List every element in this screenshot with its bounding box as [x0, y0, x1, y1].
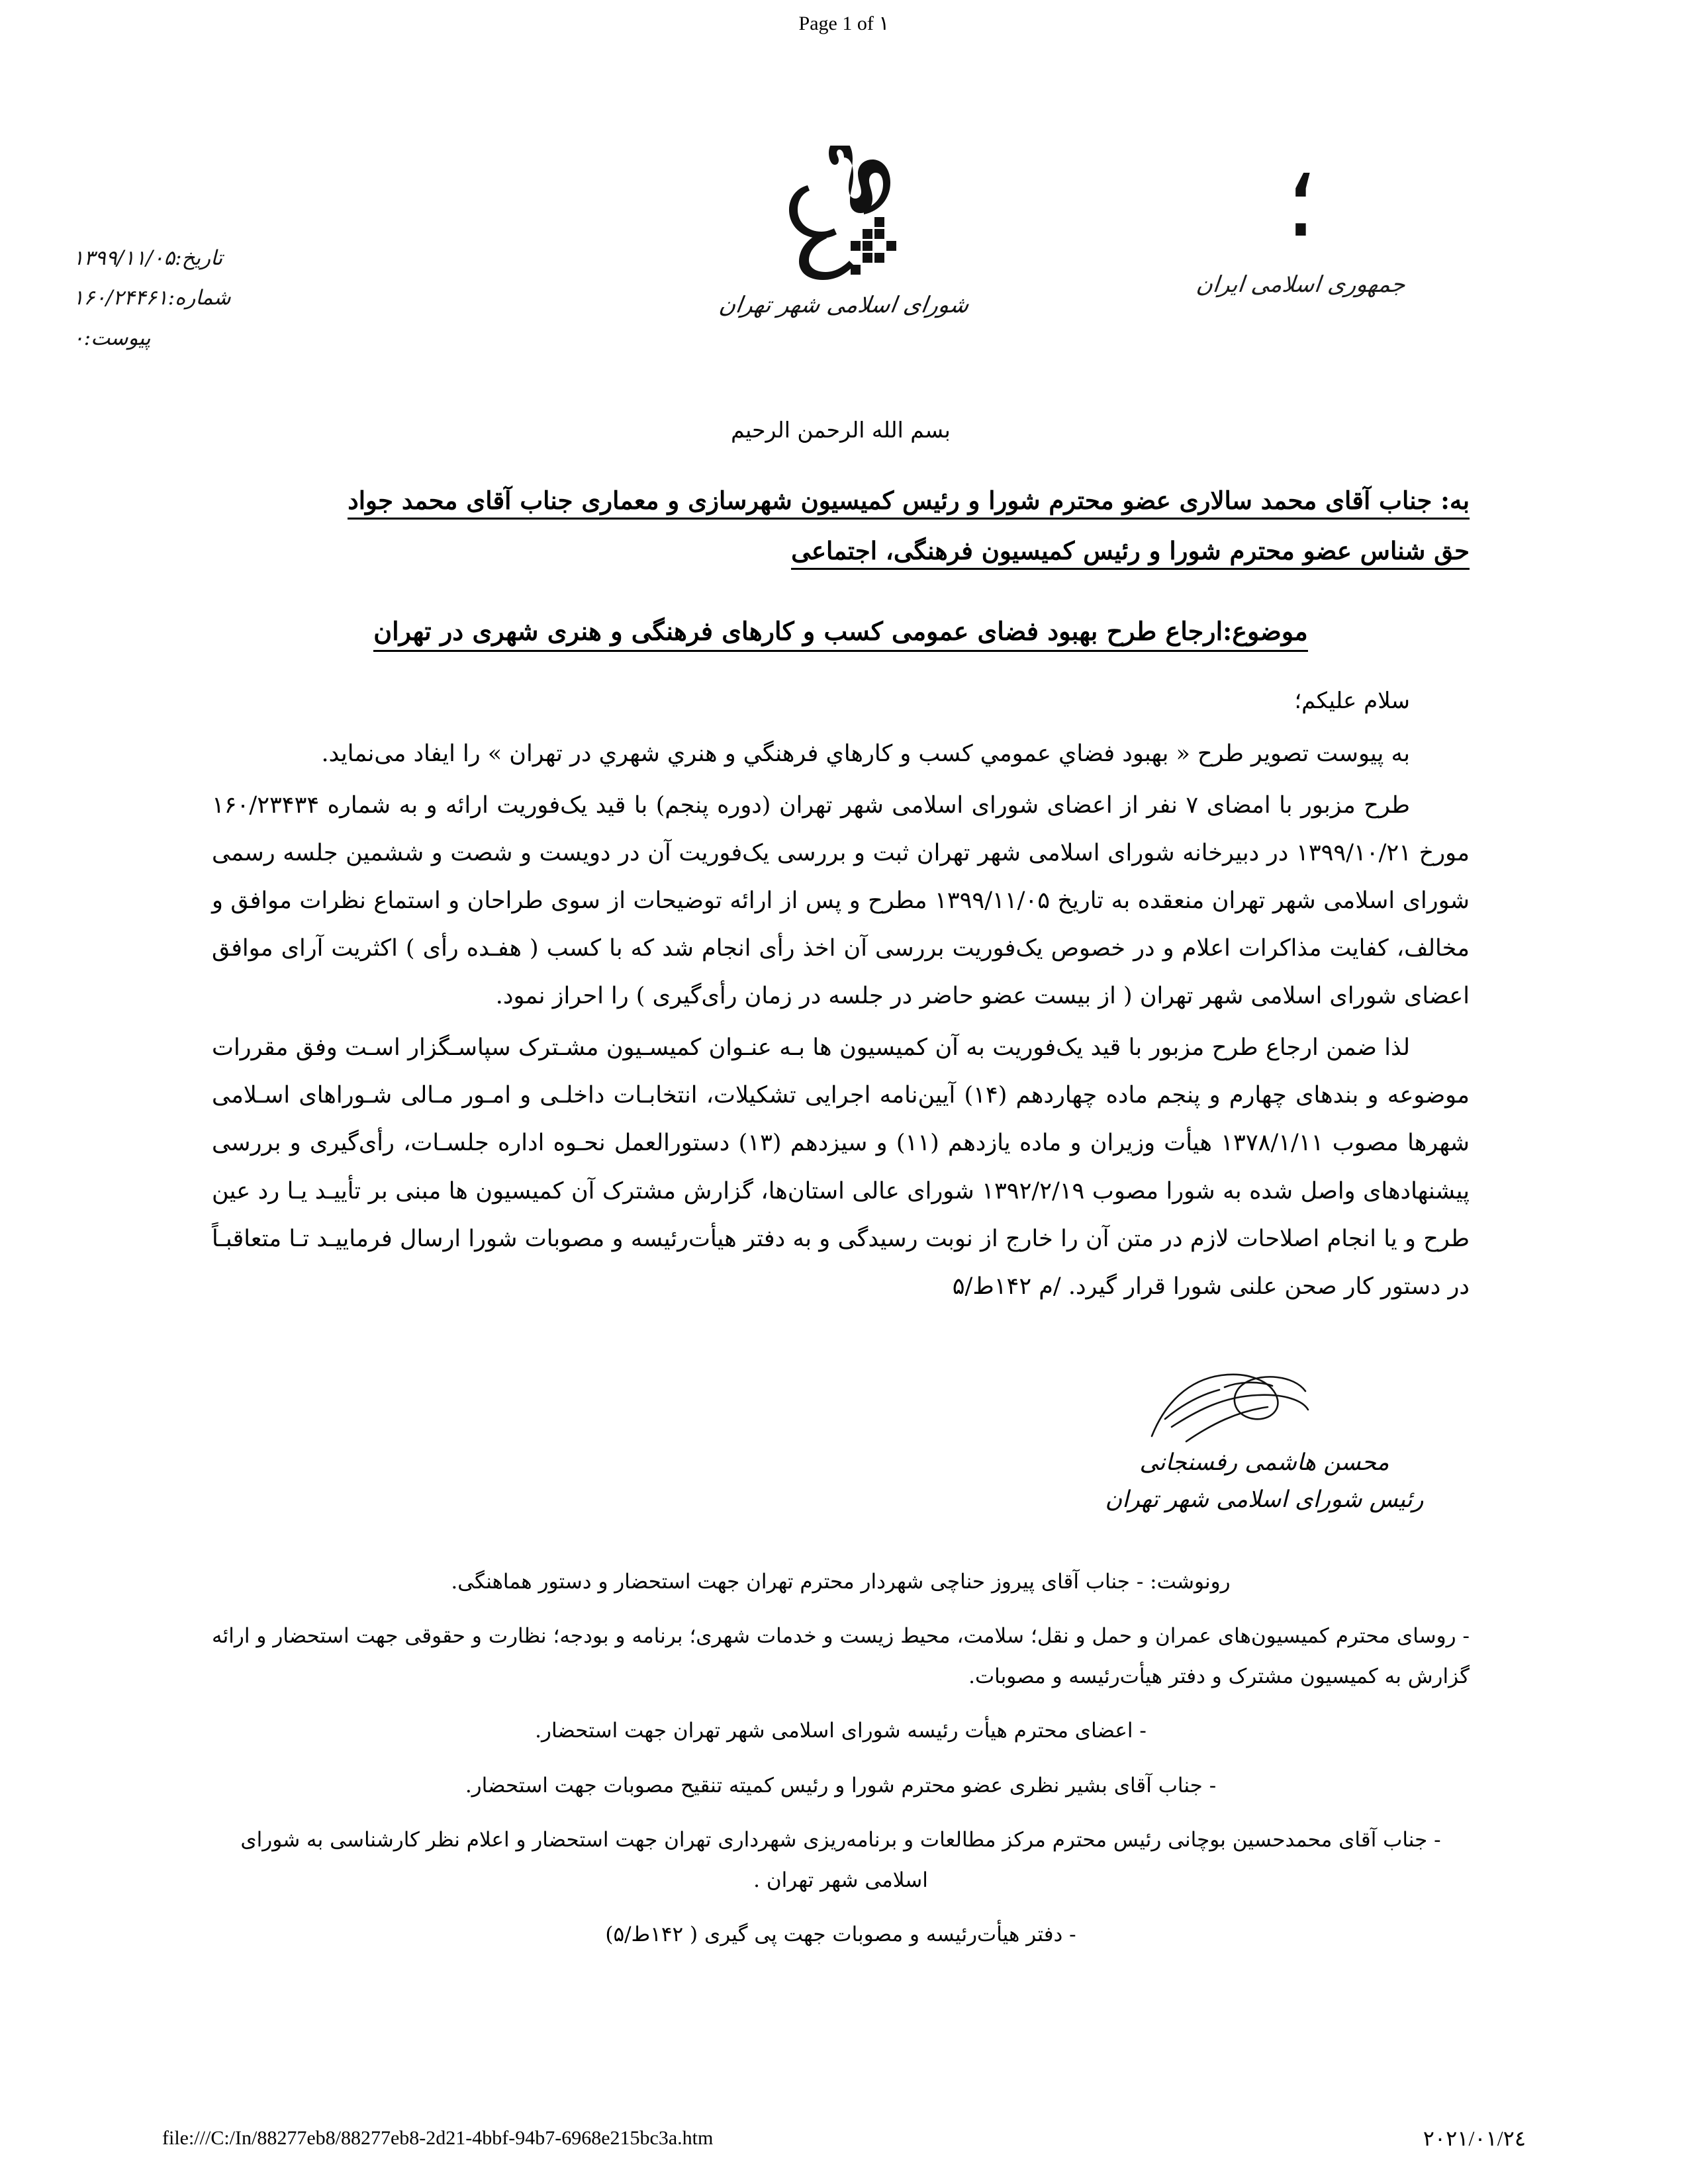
paragraph-2: طرح مزبور با امضای ۷ نفر از اعضای شورای اسلامی شهر تهران (دوره پنجم) با قید یک‌فوریت ارائه و به شماره ۱۶۰/۲۳۴۳۴ مورخ ۱۳۹۹/۱۰/۲۱ در دبیرخانه شورای اسلامی شهر تهران ثبت و بررسی یک‌فوریت آن در دویست و شصت و ششمین جلسه رسمی شورای اسلامی شهر تهران منعقده به تاریخ ۱۳۹۹/۱۱/۰۵ مطرح و پس از ارائه توضیحات از سوی طراحان و استماع نظرات موافق و مخالف، کفایت مذاکرات اعلام و در خصوص یک‌فوریت بررسی آن اخذ رأی انجام شد که با کسب ( هفـده رأی ) اکثریت آرای موافق اعضای شورای اسلامی شهر تهران ( از بیست عضو حاضر در جلسه در زمان رأی‌گیری ) را احراز نمود. — [212, 792, 1470, 1010]
tehran-city-council-logo — [672, 146, 1016, 318]
subject-line: موضوع:ارجاع طرح بهبود فضای عمومی کسب و کارهای فرهنگی و هنری شهری در تهران — [373, 616, 1308, 652]
carbon-copy-list — [212, 1562, 1470, 1970]
signatory-name: محسن هاشمی رفسنجانی — [1139, 1449, 1389, 1476]
letter-attachment: پیوست:۰ — [73, 326, 151, 350]
letter-date: تاریخ:۱۳۹۹/۱۱/۰۵ — [73, 246, 223, 270]
paragraph-1: به پیوست تصویر طرح « بهبود فضاي عمومي کسب و کارهاي فرهنگي و هنري شهري در تهران » را ایفاد می‌نماید. — [321, 740, 1410, 767]
subject-wrapper — [212, 599, 1470, 688]
letterhead — [0, 132, 1688, 410]
cc-item-5: - دفتر هیأت‌رئیسه و مصوبات جهت پی گیری ( ۱۴۲ط/۵) — [605, 1923, 1076, 1947]
letter-number: شماره:۱۶۰/۲۴۴۶۱ — [73, 286, 231, 310]
cc-item-1: - روسای محترم کمیسیون‌های عمران و حمل و نقل؛ سلامت، محیط زیست و خدمات شهری؛ برنامه و بودجه؛ نظارت و حقوقی جهت استحضار و ارائه گزارش به کمیسیون مشترک و دفتر هیأت‌رئیسه و مصوبات. — [212, 1624, 1470, 1688]
paragraph-3: لذا ضمن ارجاع طرح مزبور با قید یک‌فوریت به آن کمیسیون ها بـه عنـوان کمیسـیون مشـترک سپاسـگزار اسـت وفق مقررات موضوعه و بندهای چهارم و پنجم ماده چهاردهم (۱۴) آیین‌نامه اجرایی تشکیلات، انتخابـات داخلـی و امـور مـالی شـوراهای اسـلامی شهرها مصوب ۱۳۷۸/۱/۱۱ هیأت وزیران و ماده یازدهم (۱۱) و سیزدهم (۱۳) دستورالعمل نحـوه اداره جلسـات، رأی‌گیری و بررسی پیشنهادهای واصل شده به شورا مصوب ۱۳۹۲/۲/۱۹ شورای عالی استان‌ها، گزارش مشترک آن کمیسیون ها مبنی بر تأییـد یـا رد عین طرح و یا انجام اصلاحات لازم در متن آن را خارج از نوبت رسیدگی و به دفتر هیأت‌رئیسه و مصوبات شورا ارسال فرماییـد تـا متعاقبـاً در دستور کار صحن علنی شورا قرار گیرد. /م ۱۴۲ط/۵ — [212, 1034, 1470, 1300]
emblem-caption: جمهوری اسلامی ایران — [1195, 271, 1407, 298]
signatory-role: رئیس شورای اسلامی شهر تهران — [1105, 1486, 1424, 1513]
letter-body — [212, 417, 1470, 1314]
council-logo-caption: شورای اسلامی شهر تهران — [717, 292, 971, 318]
print-page-indicator: Page 1 of ١ — [798, 13, 890, 34]
council-logo-icon — [672, 146, 1016, 288]
cc-item-3: - جناب آقای بشیر نظری عضو محترم شورا و رئیس کمیته تنقیح مصوبات جهت استحضار. — [465, 1773, 1217, 1797]
basmala: بسم الله الرحمن الرحیم — [731, 417, 951, 443]
handwritten-signature — [1059, 1363, 1470, 1449]
print-footer-date: ٢٠٢١/٠١/٢٤ — [1423, 2126, 1526, 2150]
addressee-line-2: حق شناس عضو محترم شورا و رئیس کمیسیون فرهنگی، اجتماعی — [791, 536, 1470, 570]
cc-item-2: - اعضای محترم هیأت رئیسه شورای اسلامی شهر تهران جهت استحضار. — [535, 1719, 1147, 1743]
cc-item-4: - جناب آقای محمدحسین بوچانی رئیس محترم مرکز مطالعات و برنامه‌ریزی شهرداری تهران جهت استحضار و اعلام نظر کارشناسی به شورای اسلامی شهر تهران . — [240, 1828, 1441, 1892]
signature-block — [1059, 1363, 1470, 1513]
salutation: سلام علیکم؛ — [1294, 687, 1410, 714]
addressee-block — [212, 476, 1470, 576]
emblem-icon: ؛ — [1285, 144, 1317, 259]
iran-national-emblem — [1192, 144, 1410, 298]
cc-heading: رونوشت: - جناب آقای پیروز حناچی شهردار محترم تهران جهت استحضار و دستور هماهنگی. — [451, 1570, 1231, 1594]
addressee-line-1: به: جناب آقای محمد سالاری عضو محترم شورا و رئیس کمیسیون شهرسازی و معماری جناب آقای محمد جواد — [348, 486, 1470, 520]
letter-meta-block — [73, 238, 391, 358]
print-footer-url: file:///C:/In/88277eb8/88277eb8-2d21-4bbf-94b7-6968e215bc3a.htm — [162, 2127, 714, 2149]
